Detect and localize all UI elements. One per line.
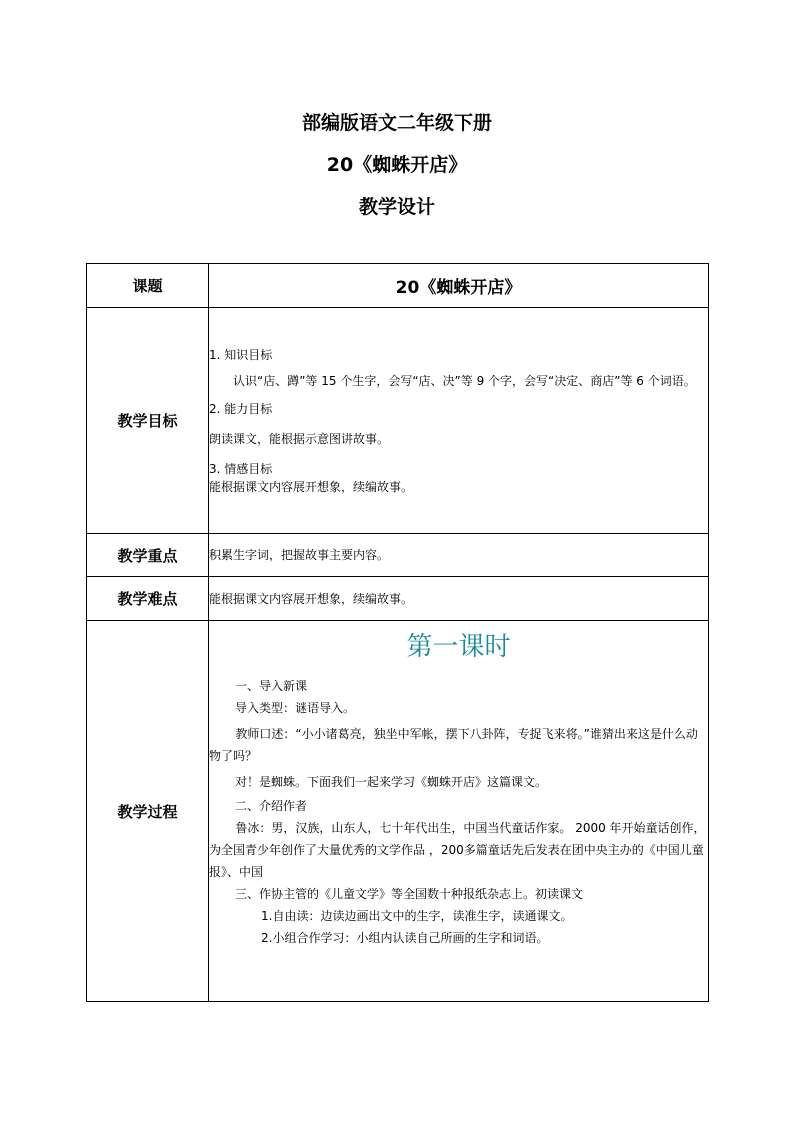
emotion-heading: 3. 情感目标	[209, 461, 273, 476]
table-row-objectives	[87, 308, 709, 534]
doc-title-design: 教学设计	[358, 196, 435, 218]
process-line: 对！是蜘蛛。下面我们一起来学习《蜘蛛开店》这篇课文。	[235, 775, 548, 789]
lesson-topic: 20《蜘蛛开店》	[209, 264, 709, 308]
process-line: 2.小组合作学习：小组内认读自己所画的生字和词语。	[261, 931, 549, 945]
process-line: 二、介绍作者	[235, 799, 308, 813]
process-line: 鲁冰：男，汉族，山东人，七十年代出生，中国当代童话作家。 2000 年开始童话创作，为全国青少年创作了大量优秀的文学作品 ，200多篇童话先后发表在团中央主办的《中国儿童报》、中国	[209, 821, 706, 879]
table-row-difficulties	[87, 577, 709, 621]
table-row-title	[87, 264, 709, 308]
table-row-key-points	[87, 534, 709, 577]
ability-heading: 2. 能力目标	[209, 401, 273, 416]
label-topic: 课题	[87, 264, 209, 308]
process-line: 导入类型：谜语导入。	[235, 701, 356, 715]
ability-text: 朗读课文，能根据示意图讲故事。	[209, 431, 390, 446]
label-difficulties: 教学难点	[87, 577, 209, 621]
process-line: 一、导入新课	[235, 679, 308, 693]
process-line: 三、作协主管的《儿童文学》等全国数十种报纸杂志上。初读课文	[235, 887, 584, 901]
label-key-points: 教学重点	[87, 534, 209, 577]
knowledge-text: 认识“店、蹲”等 15 个生字，会写“店、决”等 9 个字，会写“决定、商店”等 6 个词语。	[233, 373, 696, 388]
period-heading: 第一课时	[406, 632, 511, 662]
process-line: 1.自由读：边读边画出文中的生字，读准生字，读通课文。	[261, 909, 573, 923]
label-process: 教学过程	[87, 621, 209, 1002]
emotion-text: 能根据课文内容展开想象，续编故事。	[209, 479, 414, 494]
process-cell	[209, 621, 709, 1002]
process-line: 教师口述：“小小诸葛亮，独坐中军帐，摆下八卦阵，专捉飞来将。”谁猜出来这是什么动物了吗？	[209, 727, 698, 763]
table-row-process	[87, 621, 709, 1002]
lesson-plan-table	[86, 263, 709, 1002]
key-points-text: 积累生字词，把握故事主要内容。	[209, 534, 709, 577]
objectives-cell	[209, 308, 709, 534]
doc-title-lesson: 20《蜘蛛开店》	[326, 154, 468, 176]
difficulties-text: 能根据课文内容展开想象，续编故事。	[209, 577, 709, 621]
label-objectives: 教学目标	[87, 308, 209, 534]
doc-title-grade: 部编版语文二年级下册	[301, 112, 492, 134]
knowledge-heading: 1. 知识目标	[209, 347, 273, 362]
